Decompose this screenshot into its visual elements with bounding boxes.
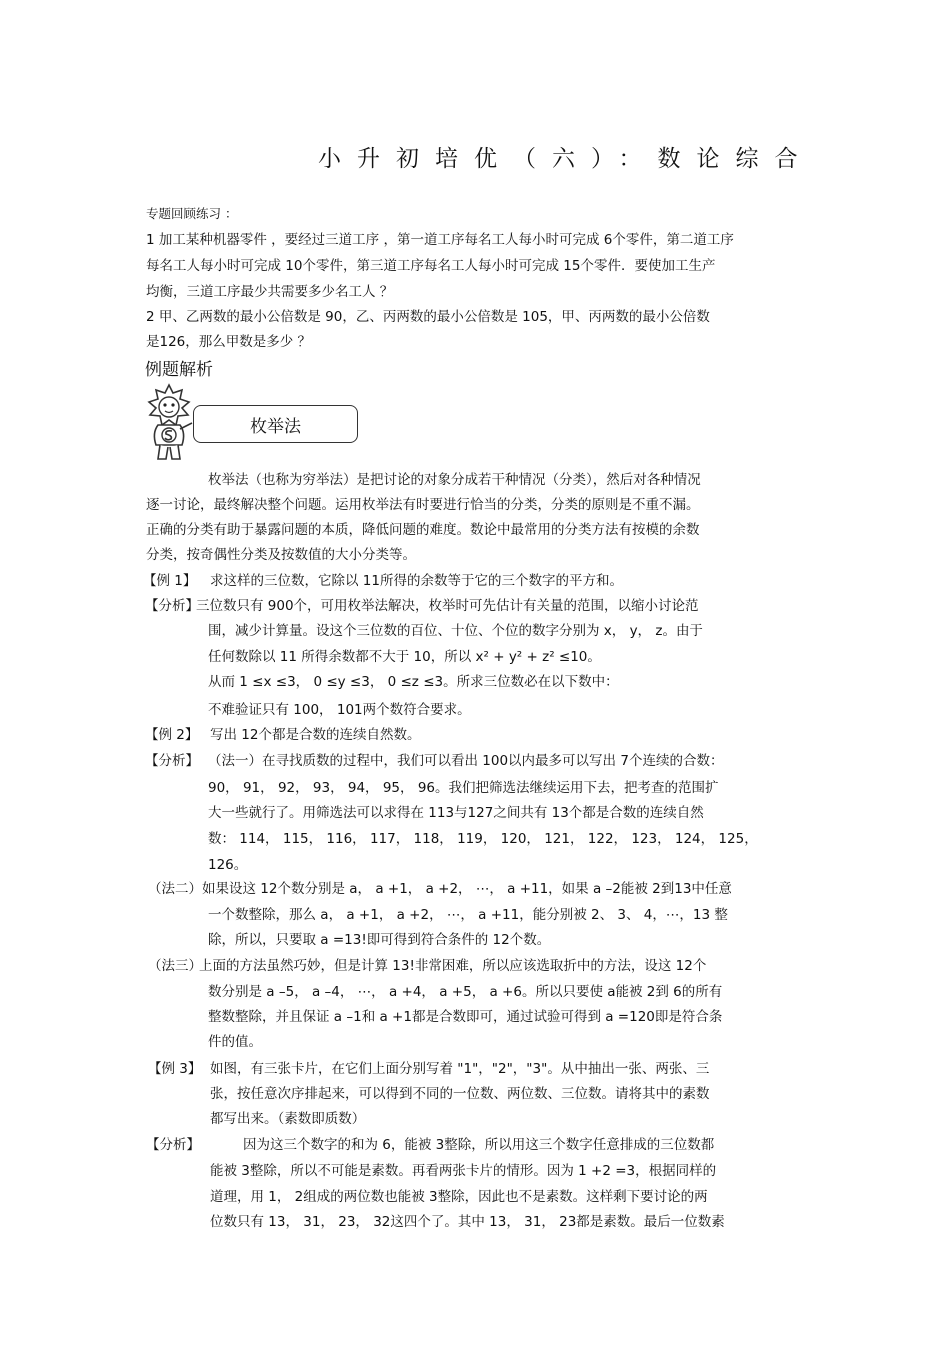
- example-3-line: 都写出来。（素数即质数）: [210, 1111, 366, 1127]
- analysis-line: 围，减少计算量。设这个三位数的百位、十位、个位的数字分别为 x， y， z。由于: [208, 623, 703, 639]
- analysis-line: （法一）在寻找质数的过程中，我们可以看出 100以内最多可以写出 7个连续的合数：: [208, 753, 724, 769]
- page-title: 小升初培优（六）：数论综合: [318, 146, 814, 172]
- analysis-line: 道理，用 1， 2组成的两位数也能被 3整除，因此也不是素数。这样剩下要讨论的两: [210, 1189, 708, 1205]
- review-heading: 专题回顾练习 ：: [146, 206, 238, 221]
- method-3-label: （法三）: [148, 958, 202, 974]
- review-line: 每名工人每小时可完成 10个零件，第三道工序每名工人每小时可完成 15个零件．要使加工生产: [146, 258, 716, 274]
- method-2-line: 一个数整除，那么 a， a +1， a +2， ⋯， a +11，能分别被 2、 3、 4，⋯，13 整: [208, 907, 728, 923]
- method-3-line: 数分别是 a –5， a –4， ⋯， a +4， a +5， a +6。所以只要使 a能被 2到 6的所有: [208, 984, 723, 1000]
- mascot-icon: [140, 381, 198, 465]
- example-3-analysis-label: 【分析】: [146, 1137, 200, 1153]
- review-line: 均衡，三道工序最少共需要多少名工人 ？: [146, 284, 394, 300]
- analysis-line: 数： 114， 115， 116， 117， 118， 119， 120， 121， 122， 123， 124， 125，: [208, 831, 758, 847]
- method-3-line: 上面的方法虽然巧妙，但是计算 13!非常困难，所以应该选取折中的方法，设这 12个: [199, 958, 707, 974]
- analysis-line: 不难验证只有 100， 101两个数符合要求。: [208, 702, 471, 718]
- review-line: 是126，那么甲数是多少 ？: [146, 334, 312, 350]
- intro-line: 逐一讨论，最终解决整个问题。运用枚举法有时要进行恰当的分类，分类的原则是不重不漏。: [146, 497, 700, 513]
- review-line: 2 甲、乙两数的最小公倍数是 90，乙、丙两数的最小公倍数是 105，甲、丙两数的最小公倍数: [146, 309, 710, 325]
- example-1-analysis-label: 【分析】: [145, 598, 199, 614]
- analysis-line: 任何数除以 11 所得余数都不大于 10，所以 x² + y² + z² ≤10。: [208, 649, 601, 665]
- analysis-line: 因为这三个数字的和为 6，能被 3整除，所以用这三个数字任意排成的三位数都: [243, 1137, 715, 1153]
- method-label: 枚举法: [250, 416, 301, 437]
- example-2-analysis-label: 【分析】: [145, 753, 199, 769]
- intro-line: 正确的分类有助于暴露问题的本质，降低问题的难度。数论中最常用的分类方法有按模的余数: [146, 522, 700, 538]
- example-3-line: 如图，有三张卡片，在它们上面分别写着 "1"，"2"，"3"。从中抽出一张、两张、三: [210, 1061, 710, 1077]
- intro-line: 枚举法（也称为穷举法）是把讨论的对象分成若干种情况（分类），然后对各种情况: [208, 472, 701, 488]
- example-3-line: 张，按任意次序排起来，可以得到不同的一位数、两位数、三位数。请将其中的素数: [210, 1086, 710, 1102]
- analysis-line: 从而 1 ≤x ≤3， 0 ≤y ≤3， 0 ≤z ≤3。所求三位数必在以下数中：: [208, 674, 619, 690]
- example-2-text: 写出 12个都是合数的连续自然数。: [210, 727, 421, 743]
- analysis-line: 90， 91， 92， 93， 94， 95， 96。我们把筛选法继续运用下去，把考查的范围扩: [208, 780, 719, 796]
- method-3-line: 件的值。: [208, 1034, 262, 1050]
- analysis-line: 位数只有 13， 31， 23， 32这四个了。其中 13， 31， 23都是素数。最后一位数素: [210, 1214, 725, 1230]
- method-3-line: 整数整除，并且保证 a –1和 a +1都是合数即可，通过试验可得到 a =120即是符合条: [208, 1009, 723, 1025]
- method-label-box: [193, 405, 358, 443]
- analysis-line: 126。: [208, 857, 248, 873]
- review-line: 1 加工某种机器零件 ，要经过三道工序 ，第一道工序每名工人每小时可完成 6个零件，第二道工序: [146, 232, 734, 248]
- example-2-label: 【例 2】: [145, 727, 199, 743]
- analysis-line: 大一些就行了。用筛选法可以求得在 113与127之间共有 13个都是合数的连续自然: [208, 805, 704, 821]
- example-3-label: 【例 3】: [148, 1061, 202, 1077]
- method-2-line: 除，所以，只要取 a =13!即可得到符合条件的 12个数。: [208, 932, 551, 948]
- example-1-text: 求这样的三位数，它除以 11所得的余数等于它的三个数字的平方和。: [210, 573, 623, 589]
- method-2-label: （法二）: [148, 881, 202, 897]
- method-2-line: 如果设这 12个数分别是 a， a +1， a +2， ⋯， a +11，如果 a –2能被 2到13中任意: [202, 881, 732, 897]
- analysis-line: 能被 3整除，所以不可能是素数。再看两张卡片的情形。因为 1 +2 =3，根据同样的: [210, 1163, 717, 1179]
- intro-line: 分类，按奇偶性分类及按数值的大小分类等。: [146, 547, 416, 563]
- example-1-label: 【例 1】: [143, 573, 197, 589]
- analysis-line: 三位数只有 900个，可用枚举法解决，枚举时可先估计有关量的范围，以缩小讨论范: [196, 598, 699, 614]
- section-title: 例题解析: [145, 360, 213, 380]
